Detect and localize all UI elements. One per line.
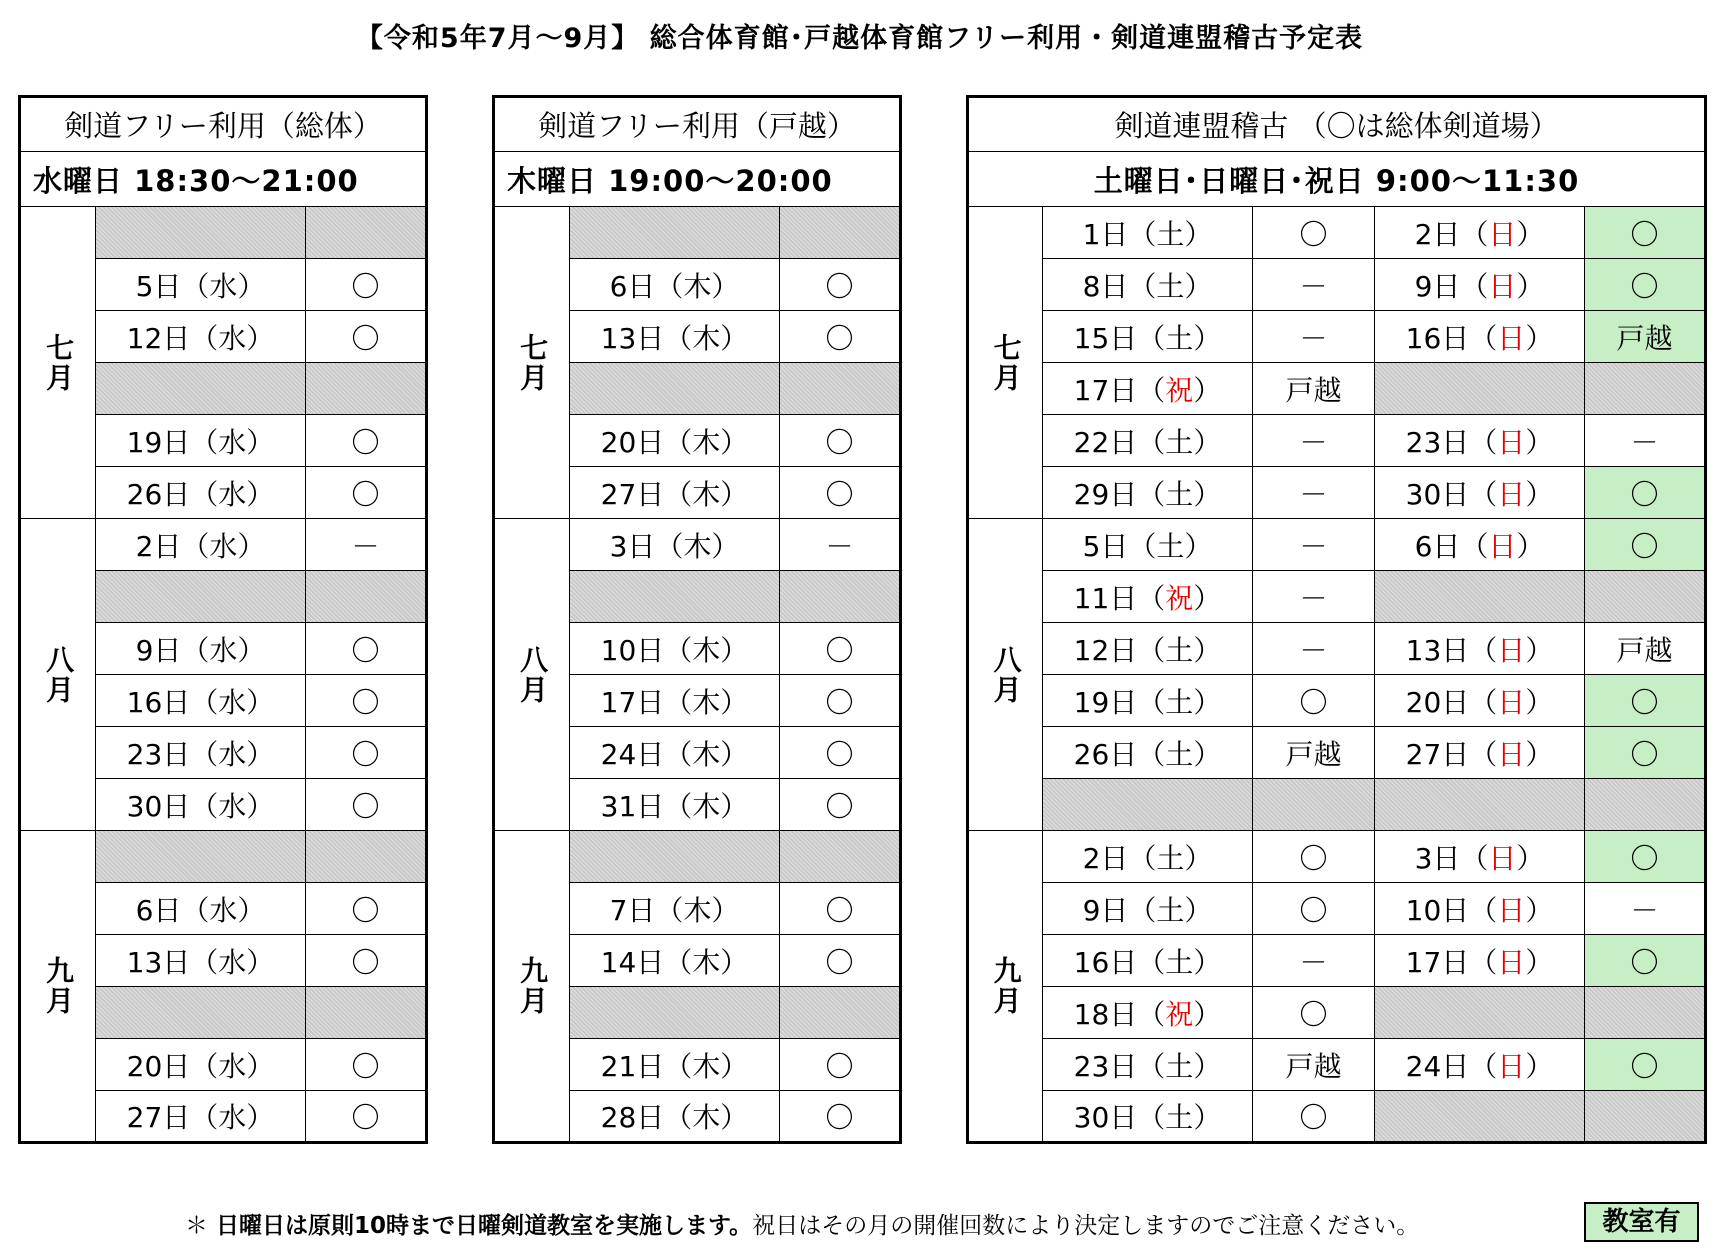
date-cell: 14日（木） bbox=[570, 935, 780, 987]
status-cell: 〇 bbox=[306, 727, 427, 779]
close-paren: ） bbox=[1184, 893, 1213, 927]
sunday-label: 日 bbox=[1497, 633, 1526, 667]
blank-cell bbox=[780, 571, 901, 623]
blank-cell bbox=[1585, 779, 1706, 831]
status-cell: 〇 bbox=[780, 1091, 901, 1143]
blank-cell bbox=[306, 831, 427, 883]
status-cell: 〇 bbox=[306, 1039, 427, 1091]
close-paren: ） bbox=[1193, 737, 1222, 771]
status-cell: 〇 bbox=[306, 311, 427, 363]
sunday-status-cell: 〇 bbox=[1585, 1039, 1706, 1091]
close-paren: ） bbox=[1193, 685, 1222, 719]
weekday-label: 土 bbox=[1165, 1049, 1194, 1083]
table-heading: 剣道フリー利用（戸越） bbox=[494, 97, 901, 152]
saturday-status-cell: － bbox=[1253, 467, 1375, 519]
saturday-status-cell: － bbox=[1253, 259, 1375, 311]
sunday-date-cell bbox=[1375, 623, 1585, 675]
header-row bbox=[968, 97, 1706, 152]
schedule-row bbox=[494, 152, 901, 207]
date-number: 15日（ bbox=[1073, 321, 1166, 355]
blank-cell bbox=[1585, 1091, 1706, 1143]
sunday-date-cell bbox=[1375, 1039, 1585, 1091]
sunday-label: 日 bbox=[1497, 477, 1526, 511]
table-row bbox=[968, 1039, 1706, 1091]
saturday-date-cell bbox=[1043, 727, 1253, 779]
saturday-date-cell bbox=[1043, 519, 1253, 571]
date-cell: 31日（木） bbox=[570, 779, 780, 831]
saturday-date-cell bbox=[1043, 1091, 1253, 1143]
weekday-label: 土 bbox=[1165, 1101, 1194, 1134]
blank-cell bbox=[1375, 363, 1585, 415]
sunday-label: 日 bbox=[1497, 1049, 1526, 1083]
saturday-date-cell bbox=[1043, 935, 1253, 987]
saturday-date-cell bbox=[1043, 311, 1253, 363]
blank-cell bbox=[306, 571, 427, 623]
header-row bbox=[494, 97, 901, 152]
saturday-status-cell: 戸越 bbox=[1253, 727, 1375, 779]
status-cell: 〇 bbox=[306, 1091, 427, 1143]
status-cell: 〇 bbox=[306, 675, 427, 727]
table-row bbox=[20, 831, 427, 883]
date-number: 10日（ bbox=[1405, 893, 1498, 927]
status-cell: － bbox=[306, 519, 427, 571]
status-cell: 〇 bbox=[780, 467, 901, 519]
close-paren: ） bbox=[1193, 581, 1222, 615]
close-paren: ） bbox=[1193, 425, 1222, 459]
sunday-date-cell bbox=[1375, 935, 1585, 987]
close-paren: ） bbox=[1193, 1101, 1222, 1134]
date-number: 29日（ bbox=[1073, 477, 1166, 511]
date-cell: 20日（木） bbox=[570, 415, 780, 467]
date-number: 12日（ bbox=[1073, 633, 1166, 667]
sunday-label: 日 bbox=[1497, 737, 1526, 771]
sunday-status-cell: － bbox=[1585, 883, 1706, 935]
date-number: 19日（ bbox=[1073, 685, 1166, 719]
date-number: 23日（ bbox=[1073, 1049, 1166, 1083]
table-row bbox=[968, 883, 1706, 935]
schedule-row bbox=[968, 152, 1706, 207]
footer-normal-text: 祝日はその月の開催回数により決定しますのでご注意ください。 bbox=[752, 1213, 1420, 1239]
sunday-label: 日 bbox=[1488, 841, 1517, 875]
weekday-label: 土 bbox=[1156, 529, 1185, 563]
date-number: 16日（ bbox=[1073, 945, 1166, 979]
table-row bbox=[968, 779, 1706, 831]
table-row bbox=[968, 623, 1706, 675]
saturday-status-cell: 〇 bbox=[1253, 207, 1375, 259]
status-cell: 〇 bbox=[780, 675, 901, 727]
sunday-date-cell bbox=[1375, 415, 1585, 467]
date-number: 24日（ bbox=[1405, 1049, 1498, 1083]
status-cell: 〇 bbox=[306, 415, 427, 467]
date-number: 5日（ bbox=[1082, 529, 1157, 563]
close-paren: ） bbox=[1193, 633, 1222, 667]
date-cell: 28日（木） bbox=[570, 1091, 780, 1143]
date-number: 16日（ bbox=[1405, 321, 1498, 355]
blank-cell bbox=[96, 571, 306, 623]
table-row bbox=[494, 831, 901, 883]
date-number: 3日（ bbox=[1414, 841, 1489, 875]
table-row bbox=[968, 727, 1706, 779]
close-paren: ） bbox=[1525, 321, 1554, 355]
weekday-label: 土 bbox=[1165, 633, 1194, 667]
weekday-label: 土 bbox=[1156, 841, 1185, 875]
table-row bbox=[968, 415, 1706, 467]
close-paren: ） bbox=[1525, 425, 1554, 459]
sunday-date-cell bbox=[1375, 831, 1585, 883]
table-row bbox=[968, 571, 1706, 623]
sunday-status-cell: 〇 bbox=[1585, 467, 1706, 519]
weekday-label: 土 bbox=[1165, 945, 1194, 979]
date-cell: 26日（水） bbox=[96, 467, 306, 519]
header-row bbox=[20, 97, 427, 152]
status-cell: 〇 bbox=[780, 623, 901, 675]
saturday-date-cell bbox=[1043, 675, 1253, 727]
month-label: 七月 bbox=[968, 207, 1043, 519]
free-use-togoshi-table bbox=[492, 95, 902, 1144]
sunday-status-cell: 〇 bbox=[1585, 519, 1706, 571]
sunday-label: 日 bbox=[1497, 425, 1526, 459]
date-cell: 3日（木） bbox=[570, 519, 780, 571]
saturday-date-cell bbox=[1043, 415, 1253, 467]
date-number: 2日（ bbox=[1082, 841, 1157, 875]
sunday-date-cell bbox=[1375, 311, 1585, 363]
saturday-status-cell: － bbox=[1253, 415, 1375, 467]
saturday-status-cell: 〇 bbox=[1253, 831, 1375, 883]
month-label: 八月 bbox=[494, 519, 570, 831]
date-number: 22日（ bbox=[1073, 425, 1166, 459]
weekday-label: 土 bbox=[1165, 425, 1194, 459]
footer-star: ＊ bbox=[185, 1213, 208, 1239]
sunday-status-cell: 〇 bbox=[1585, 831, 1706, 883]
weekday-label: 土 bbox=[1156, 269, 1185, 303]
blank-cell bbox=[1375, 1091, 1585, 1143]
status-cell: － bbox=[780, 519, 901, 571]
close-paren: ） bbox=[1525, 633, 1554, 667]
table-heading: 剣道連盟稽古 （〇は総体剣道場） bbox=[968, 97, 1706, 152]
date-cell: 30日（水） bbox=[96, 779, 306, 831]
sunday-label: 日 bbox=[1497, 321, 1526, 355]
sunday-label: 日 bbox=[1497, 685, 1526, 719]
date-number: 30日（ bbox=[1073, 1101, 1166, 1134]
blank-cell bbox=[570, 207, 780, 259]
status-cell: 〇 bbox=[306, 467, 427, 519]
date-number: 1日（ bbox=[1082, 217, 1157, 251]
date-number: 11日（ bbox=[1073, 581, 1166, 615]
month-label: 九月 bbox=[968, 831, 1043, 1143]
table-row bbox=[20, 519, 427, 571]
saturday-date-cell bbox=[1043, 467, 1253, 519]
status-cell: 〇 bbox=[780, 779, 901, 831]
blank-cell bbox=[780, 987, 901, 1039]
date-number: 30日（ bbox=[1405, 477, 1498, 511]
close-paren: ） bbox=[1516, 529, 1545, 563]
saturday-date-cell bbox=[1043, 831, 1253, 883]
status-cell: 〇 bbox=[780, 259, 901, 311]
sunday-label: 日 bbox=[1488, 529, 1517, 563]
table-row bbox=[20, 207, 427, 259]
close-paren: ） bbox=[1516, 841, 1545, 875]
saturday-date-cell bbox=[1043, 1039, 1253, 1091]
holiday-label: 祝 bbox=[1165, 373, 1194, 407]
month-label: 九月 bbox=[494, 831, 570, 1143]
blank-cell bbox=[1585, 571, 1706, 623]
close-paren: ） bbox=[1525, 477, 1554, 511]
date-number: 13日（ bbox=[1405, 633, 1498, 667]
saturday-status-cell: － bbox=[1253, 935, 1375, 987]
holiday-label: 祝 bbox=[1165, 581, 1194, 615]
table-row bbox=[494, 519, 901, 571]
date-number: 17日（ bbox=[1405, 945, 1498, 979]
status-cell: 〇 bbox=[306, 779, 427, 831]
close-paren: ） bbox=[1525, 1049, 1554, 1083]
page-title: 【令和5年7月～9月】 総合体育館･戸越体育館フリー利用・剣道連盟稽古予定表 bbox=[355, 23, 1364, 54]
sunday-date-cell bbox=[1375, 883, 1585, 935]
saturday-date-cell bbox=[1043, 363, 1253, 415]
date-cell: 7日（木） bbox=[570, 883, 780, 935]
table-row bbox=[968, 363, 1706, 415]
sunday-status-cell: 〇 bbox=[1585, 207, 1706, 259]
weekday-label: 土 bbox=[1156, 893, 1185, 927]
blank-cell bbox=[96, 363, 306, 415]
saturday-status-cell: － bbox=[1253, 623, 1375, 675]
sunday-label: 日 bbox=[1497, 945, 1526, 979]
table-row bbox=[968, 1091, 1706, 1143]
holiday-label: 祝 bbox=[1165, 997, 1194, 1031]
schedule-time: 木曜日 19:00～20:00 bbox=[494, 152, 901, 207]
sunday-label: 日 bbox=[1497, 893, 1526, 927]
blank-cell bbox=[1585, 987, 1706, 1039]
status-cell: 〇 bbox=[780, 415, 901, 467]
saturday-status-cell: 戸越 bbox=[1253, 1039, 1375, 1091]
date-cell: 9日（水） bbox=[96, 623, 306, 675]
footer-note bbox=[185, 1207, 1419, 1240]
table-heading: 剣道フリー利用（総体） bbox=[20, 97, 427, 152]
schedule-time: 土曜日･日曜日･祝日 9:00～11:30 bbox=[968, 152, 1706, 207]
month-label: 八月 bbox=[968, 519, 1043, 831]
month-label: 八月 bbox=[20, 519, 96, 831]
free-use-sotai-table bbox=[18, 95, 428, 1144]
weekday-label: 土 bbox=[1156, 217, 1185, 251]
blank-cell bbox=[96, 207, 306, 259]
close-paren: ） bbox=[1525, 945, 1554, 979]
weekday-label: 土 bbox=[1165, 737, 1194, 771]
blank-cell bbox=[570, 987, 780, 1039]
sunday-status-cell: 〇 bbox=[1585, 259, 1706, 311]
saturday-status-cell: 〇 bbox=[1253, 987, 1375, 1039]
close-paren: ） bbox=[1193, 373, 1222, 407]
blank-cell bbox=[306, 987, 427, 1039]
date-number: 26日（ bbox=[1073, 737, 1166, 771]
blank-cell bbox=[780, 207, 901, 259]
date-cell: 20日（水） bbox=[96, 1039, 306, 1091]
date-number: 20日（ bbox=[1405, 685, 1498, 719]
sunday-date-cell bbox=[1375, 259, 1585, 311]
table-row bbox=[968, 987, 1706, 1039]
close-paren: ） bbox=[1184, 529, 1213, 563]
date-number: 6日（ bbox=[1414, 529, 1489, 563]
date-cell: 16日（水） bbox=[96, 675, 306, 727]
schedule-row bbox=[20, 152, 427, 207]
close-paren: ） bbox=[1184, 217, 1213, 251]
blank-cell bbox=[96, 987, 306, 1039]
blank-cell bbox=[1375, 571, 1585, 623]
date-number: 18日（ bbox=[1073, 997, 1166, 1031]
sunday-status-cell: － bbox=[1585, 415, 1706, 467]
sunday-date-cell bbox=[1375, 467, 1585, 519]
saturday-status-cell: 〇 bbox=[1253, 675, 1375, 727]
close-paren: ） bbox=[1193, 477, 1222, 511]
sunday-status-cell: 〇 bbox=[1585, 675, 1706, 727]
saturday-status-cell: － bbox=[1253, 311, 1375, 363]
sunday-status-cell: 〇 bbox=[1585, 935, 1706, 987]
blank-cell bbox=[306, 363, 427, 415]
sunday-date-cell bbox=[1375, 519, 1585, 571]
saturday-status-cell: 〇 bbox=[1253, 883, 1375, 935]
blank-cell bbox=[780, 363, 901, 415]
status-cell: 〇 bbox=[306, 935, 427, 987]
date-cell: 6日（木） bbox=[570, 259, 780, 311]
month-label: 七月 bbox=[20, 207, 96, 519]
date-number: 8日（ bbox=[1082, 269, 1157, 303]
close-paren: ） bbox=[1193, 997, 1222, 1031]
status-cell: 〇 bbox=[306, 623, 427, 675]
saturday-date-cell bbox=[1043, 207, 1253, 259]
month-label: 七月 bbox=[494, 207, 570, 519]
date-cell: 23日（水） bbox=[96, 727, 306, 779]
table-row bbox=[968, 675, 1706, 727]
date-cell: 2日（水） bbox=[96, 519, 306, 571]
close-paren: ） bbox=[1193, 945, 1222, 979]
saturday-date-cell bbox=[1043, 259, 1253, 311]
saturday-date-cell bbox=[1043, 883, 1253, 935]
sunday-label: 日 bbox=[1488, 269, 1517, 303]
date-cell: 27日（水） bbox=[96, 1091, 306, 1143]
sunday-date-cell bbox=[1375, 207, 1585, 259]
footer-strong-text: 日曜日は原則10時まで日曜剣道教室を実施します。 bbox=[208, 1213, 753, 1239]
date-number: 2日（ bbox=[1414, 217, 1489, 251]
date-number: 9日（ bbox=[1082, 893, 1157, 927]
date-number: 27日（ bbox=[1405, 737, 1498, 771]
saturday-status-cell: 〇 bbox=[1253, 1091, 1375, 1143]
close-paren: ） bbox=[1516, 217, 1545, 251]
date-cell: 13日（木） bbox=[570, 311, 780, 363]
status-cell: 〇 bbox=[780, 727, 901, 779]
sunday-status-cell: 戸越 bbox=[1585, 623, 1706, 675]
close-paren: ） bbox=[1525, 893, 1554, 927]
saturday-status-cell: 戸越 bbox=[1253, 363, 1375, 415]
blank-cell bbox=[570, 831, 780, 883]
saturday-status-cell: － bbox=[1253, 571, 1375, 623]
class-legend-badge: 教室有 bbox=[1584, 1202, 1699, 1242]
sunday-date-cell bbox=[1375, 727, 1585, 779]
blank-cell bbox=[306, 207, 427, 259]
table-row bbox=[968, 311, 1706, 363]
table-row bbox=[494, 207, 901, 259]
date-number: 23日（ bbox=[1405, 425, 1498, 459]
weekday-label: 土 bbox=[1165, 685, 1194, 719]
table-row bbox=[968, 467, 1706, 519]
status-cell: 〇 bbox=[780, 883, 901, 935]
close-paren: ） bbox=[1193, 1049, 1222, 1083]
blank-cell bbox=[570, 363, 780, 415]
date-cell: 5日（水） bbox=[96, 259, 306, 311]
blank-cell bbox=[570, 571, 780, 623]
close-paren: ） bbox=[1184, 269, 1213, 303]
sunday-status-cell: 〇 bbox=[1585, 727, 1706, 779]
table-row bbox=[968, 207, 1706, 259]
status-cell: 〇 bbox=[780, 311, 901, 363]
date-cell: 12日（水） bbox=[96, 311, 306, 363]
date-cell: 21日（木） bbox=[570, 1039, 780, 1091]
table-row bbox=[968, 935, 1706, 987]
status-cell: 〇 bbox=[780, 935, 901, 987]
blank-cell bbox=[1043, 779, 1253, 831]
table-row bbox=[968, 519, 1706, 571]
date-cell: 10日（木） bbox=[570, 623, 780, 675]
blank-cell bbox=[1585, 363, 1706, 415]
saturday-status-cell: － bbox=[1253, 519, 1375, 571]
month-label: 九月 bbox=[20, 831, 96, 1143]
close-paren: ） bbox=[1525, 685, 1554, 719]
saturday-date-cell bbox=[1043, 571, 1253, 623]
date-number: 17日（ bbox=[1073, 373, 1166, 407]
status-cell: 〇 bbox=[780, 1039, 901, 1091]
weekday-label: 土 bbox=[1165, 477, 1194, 511]
close-paren: ） bbox=[1516, 269, 1545, 303]
date-cell: 19日（水） bbox=[96, 415, 306, 467]
renmei-practice-table bbox=[966, 95, 1707, 1144]
status-cell: 〇 bbox=[306, 883, 427, 935]
date-number: 9日（ bbox=[1414, 269, 1489, 303]
date-cell: 27日（木） bbox=[570, 467, 780, 519]
sunday-label: 日 bbox=[1488, 217, 1517, 251]
blank-cell bbox=[1253, 779, 1375, 831]
blank-cell bbox=[780, 831, 901, 883]
date-cell: 17日（木） bbox=[570, 675, 780, 727]
close-paren: ） bbox=[1525, 737, 1554, 771]
table-row bbox=[968, 831, 1706, 883]
close-paren: ） bbox=[1184, 841, 1213, 875]
sunday-date-cell bbox=[1375, 675, 1585, 727]
blank-cell bbox=[1375, 987, 1585, 1039]
weekday-label: 土 bbox=[1165, 321, 1194, 355]
schedule-time: 水曜日 18:30～21:00 bbox=[20, 152, 427, 207]
close-paren: ） bbox=[1193, 321, 1222, 355]
saturday-date-cell bbox=[1043, 987, 1253, 1039]
status-cell: 〇 bbox=[306, 259, 427, 311]
blank-cell bbox=[1375, 779, 1585, 831]
saturday-date-cell bbox=[1043, 623, 1253, 675]
sunday-status-cell: 戸越 bbox=[1585, 311, 1706, 363]
date-cell: 13日（水） bbox=[96, 935, 306, 987]
date-cell: 6日（水） bbox=[96, 883, 306, 935]
date-cell: 24日（木） bbox=[570, 727, 780, 779]
blank-cell bbox=[96, 831, 306, 883]
table-row bbox=[968, 259, 1706, 311]
